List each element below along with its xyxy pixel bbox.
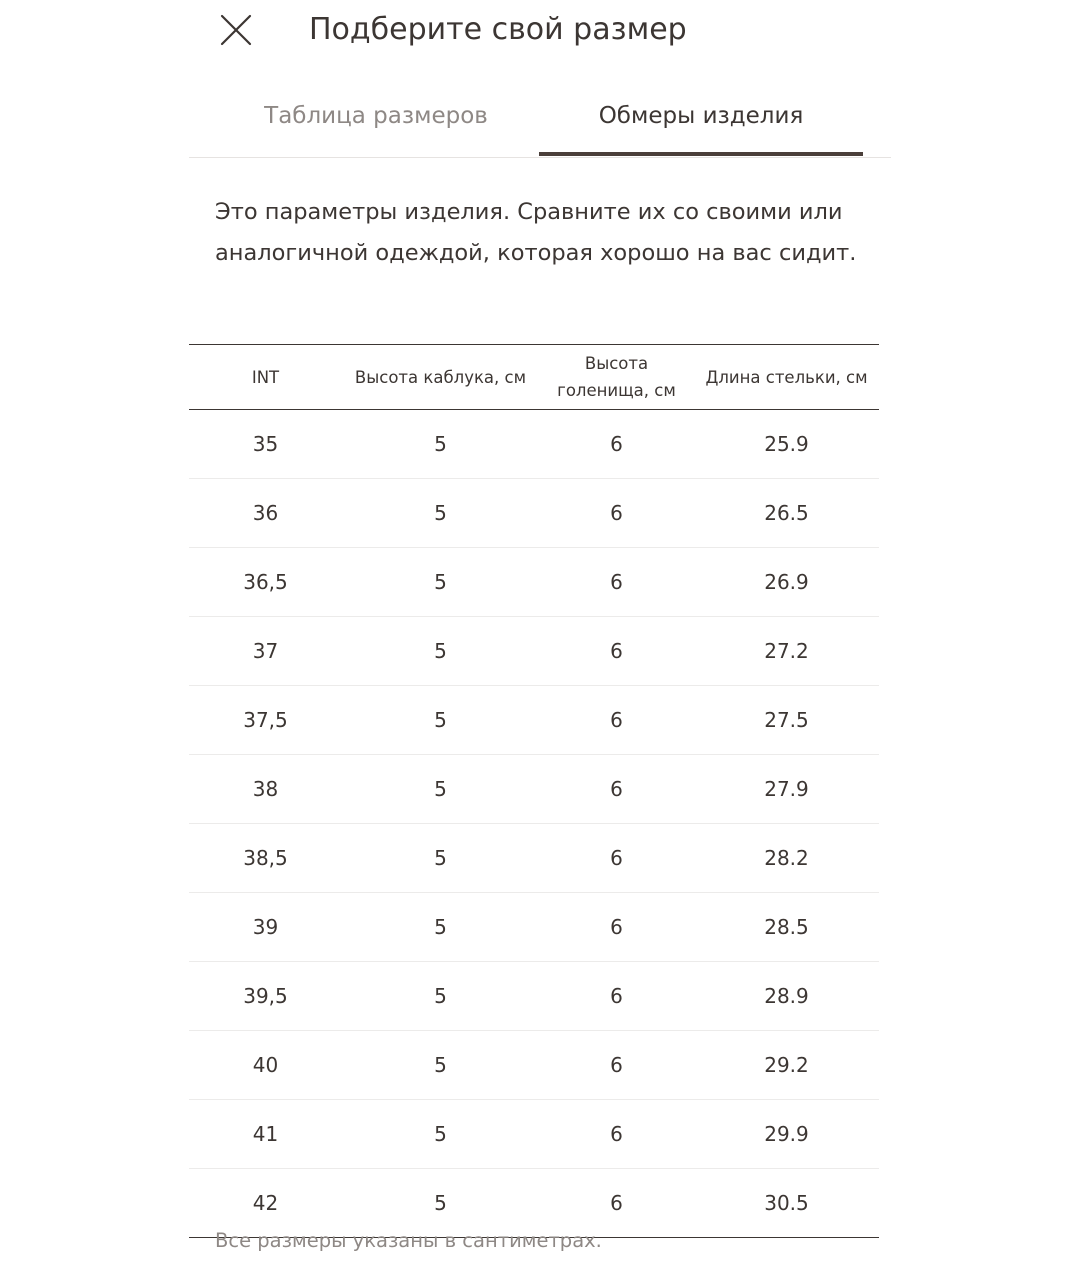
- cell-heel-height: 5: [342, 824, 539, 893]
- cell-insole-length: 28.9: [694, 962, 879, 1031]
- table-row: [189, 755, 879, 824]
- cell-insole-length: 30.5: [694, 1169, 879, 1238]
- table-row: [189, 410, 879, 479]
- cell-int: 39: [189, 893, 342, 962]
- cell-heel-height: 5: [342, 548, 539, 617]
- tab-product-measurements[interactable]: Обмеры изделия: [598, 103, 804, 129]
- cell-heel-height: 5: [342, 755, 539, 824]
- cell-insole-length: 25.9: [694, 410, 879, 479]
- size-table: [189, 344, 879, 1238]
- cell-shaft-height: 6: [539, 479, 694, 548]
- cell-heel-height: 5: [342, 893, 539, 962]
- cell-int: 38: [189, 755, 342, 824]
- cell-shaft-height: 6: [539, 893, 694, 962]
- table-row: [189, 686, 879, 755]
- table-row: [189, 962, 879, 1031]
- close-button[interactable]: [218, 12, 254, 48]
- header-heel-height: Высота каблука, см: [342, 345, 539, 410]
- cell-shaft-height: 6: [539, 1031, 694, 1100]
- cell-heel-height: 5: [342, 962, 539, 1031]
- cell-int: 40: [189, 1031, 342, 1100]
- cell-insole-length: 29.9: [694, 1100, 879, 1169]
- cell-shaft-height: 6: [539, 410, 694, 479]
- table-row: [189, 893, 879, 962]
- table-row: [189, 548, 879, 617]
- cell-int: 37: [189, 617, 342, 686]
- cell-heel-height: 5: [342, 410, 539, 479]
- cell-int: 36: [189, 479, 342, 548]
- cell-insole-length: 26.5: [694, 479, 879, 548]
- cell-heel-height: 5: [342, 479, 539, 548]
- cell-shaft-height: 6: [539, 617, 694, 686]
- table-row: [189, 479, 879, 548]
- cell-int: 38,5: [189, 824, 342, 893]
- cell-int: 42: [189, 1169, 342, 1238]
- cell-insole-length: 28.2: [694, 824, 879, 893]
- tab-bar: [189, 88, 891, 158]
- cell-shaft-height: 6: [539, 686, 694, 755]
- footnote: Все размеры указаны в сантиметрах.: [215, 1229, 602, 1252]
- cell-heel-height: 5: [342, 686, 539, 755]
- cell-heel-height: 5: [342, 617, 539, 686]
- cell-insole-length: 26.9: [694, 548, 879, 617]
- table-row: [189, 1031, 879, 1100]
- cell-shaft-height: 6: [539, 548, 694, 617]
- active-tab-indicator: [539, 152, 863, 156]
- cell-int: 39,5: [189, 962, 342, 1031]
- cell-shaft-height: 6: [539, 824, 694, 893]
- header-shaft-height: Высота голенища, см: [539, 345, 694, 410]
- table-body: [189, 410, 879, 1238]
- cell-shaft-height: 6: [539, 1169, 694, 1238]
- cell-shaft-height: 6: [539, 962, 694, 1031]
- table-header-row: [189, 345, 879, 410]
- header-int: INT: [189, 345, 342, 410]
- cell-heel-height: 5: [342, 1031, 539, 1100]
- cell-insole-length: 27.2: [694, 617, 879, 686]
- tab-size-table[interactable]: Таблица размеров: [264, 103, 488, 129]
- cell-shaft-height: 6: [539, 1100, 694, 1169]
- cell-insole-length: 29.2: [694, 1031, 879, 1100]
- cell-int: 41: [189, 1100, 342, 1169]
- cell-insole-length: 27.9: [694, 755, 879, 824]
- cell-shaft-height: 6: [539, 755, 694, 824]
- cell-int: 37,5: [189, 686, 342, 755]
- table-row: [189, 1100, 879, 1169]
- cell-int: 35: [189, 410, 342, 479]
- cell-insole-length: 27.5: [694, 686, 879, 755]
- header-insole-length: Длина стельки, см: [694, 345, 879, 410]
- cell-heel-height: 5: [342, 1169, 539, 1238]
- table-row: [189, 617, 879, 686]
- description-text: Это параметры изделия. Сравните их со своими или аналогичной одеждой, которая хорошо на вас сидит.: [215, 199, 857, 266]
- cell-insole-length: 28.5: [694, 893, 879, 962]
- cell-heel-height: 5: [342, 1100, 539, 1169]
- page-title: Подберите свой размер: [309, 12, 687, 47]
- table-row: [189, 824, 879, 893]
- close-icon: [218, 12, 254, 48]
- cell-int: 36,5: [189, 548, 342, 617]
